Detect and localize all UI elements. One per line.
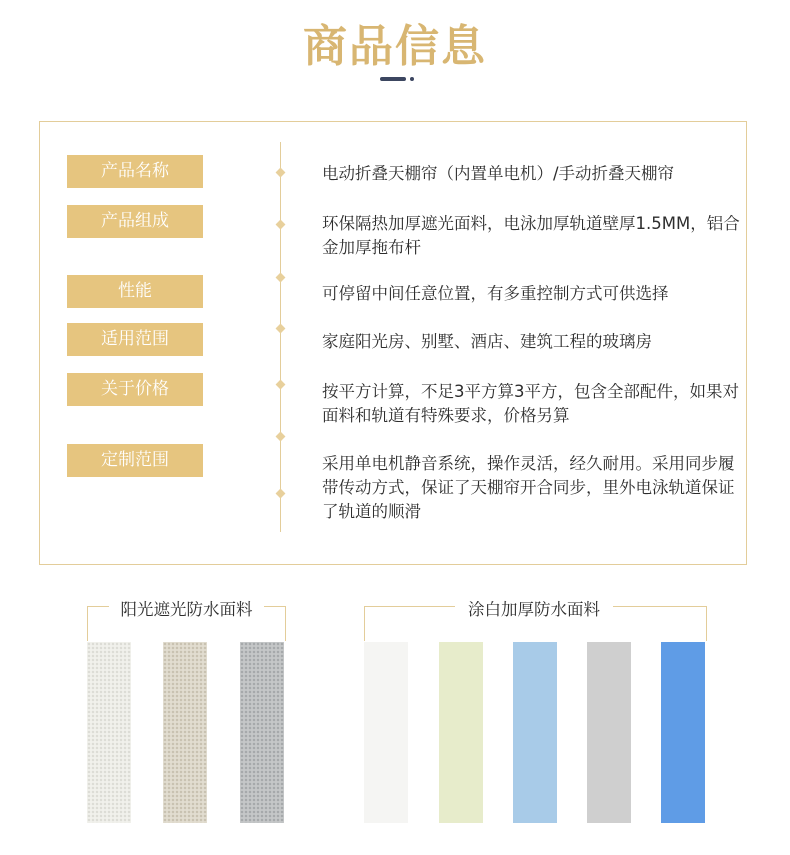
- fabric-swatch-blue: [661, 642, 705, 823]
- fabric-swatch-gray: [587, 642, 631, 823]
- fabric-swatch-light-blue: [513, 642, 557, 823]
- label-price: 关于价格: [67, 373, 203, 406]
- title-underline: [380, 77, 406, 81]
- label-performance: 性能: [67, 275, 203, 308]
- value-performance: 可停留中间任意位置，有多重控制方式可供选择: [322, 284, 669, 303]
- fabric-swatch-light-yellow: [439, 642, 483, 823]
- label-product-name: 产品名称: [67, 155, 203, 188]
- fabric-swatch-white: [364, 642, 408, 823]
- fabric-swatch-beige-mesh: [163, 642, 207, 823]
- label-product-composition: 产品组成: [67, 205, 203, 238]
- label-applicable-scope: 适用范围: [67, 323, 203, 356]
- value-product-name: 电动折叠天棚帘（内置单电机）/手动折叠天棚帘: [322, 164, 675, 183]
- value-price: 按平方计算，不足3平方算3平方，包含全部配件，如果对面料和轨道有特殊要求，价格另算: [322, 382, 739, 425]
- value-customization: 采用单电机静音系统，操作灵活，经久耐用。采用同步履带传动方式，保证了天棚帘开合同步，里外电泳轨道保证了轨道的顺滑: [322, 454, 735, 521]
- fabric-group-2-title: 涂白加厚防水面料: [455, 596, 613, 620]
- fabric-swatch-gray-mesh: [240, 642, 284, 823]
- title-underline-dot: [410, 77, 414, 81]
- value-applicable-scope: 家庭阳光房、别墅、酒店、建筑工程的玻璃房: [322, 332, 652, 351]
- label-customization: 定制范围: [67, 444, 203, 477]
- fabric-group-1-title: 阳光遮光防水面料: [109, 596, 264, 620]
- timeline-line: [280, 142, 281, 532]
- fabric-swatch-white-mesh: [87, 642, 131, 823]
- page-title: 商品信息: [303, 21, 487, 72]
- value-product-composition: 环保隔热加厚遮光面料，电泳加厚轨道壁厚1.5MM，铝合金加厚拖布杆: [322, 214, 740, 257]
